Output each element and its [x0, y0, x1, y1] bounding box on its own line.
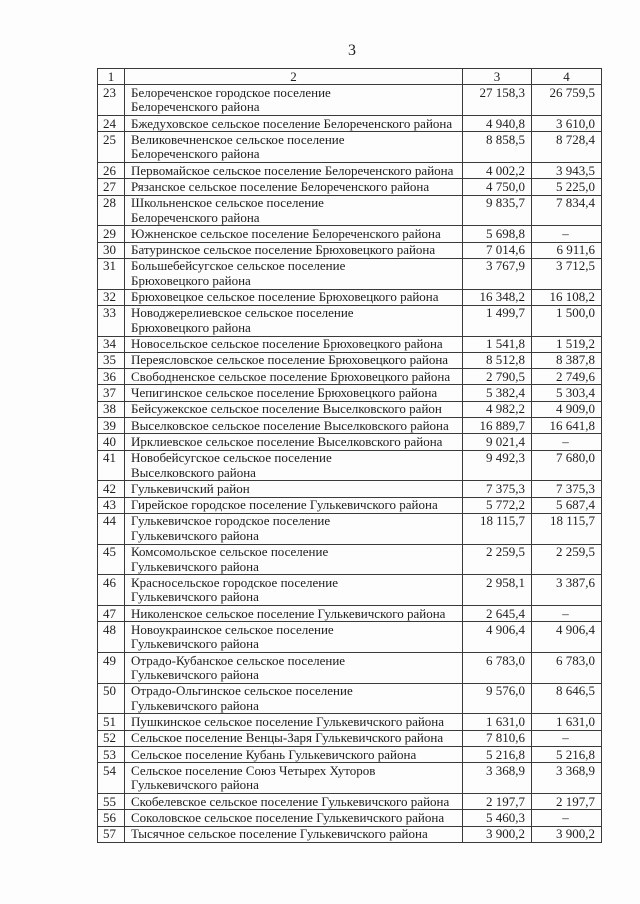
value-col4-cell: 7 680,0 [532, 450, 602, 481]
row-number-cell: 28 [98, 195, 125, 226]
value-col4-cell: 2 749,6 [532, 369, 602, 385]
table-row [98, 826, 602, 842]
table-row [98, 622, 602, 653]
value-col4-cell: – [532, 434, 602, 450]
settlement-name-line: Брюховецкого района [131, 319, 251, 335]
settlement-name-line: Гулькевичского района [131, 697, 259, 713]
value-col4-cell: 8 728,4 [532, 132, 602, 163]
settlement-name-line: Брюховецкого района [131, 272, 251, 288]
value-col4-cell: – [532, 810, 602, 826]
settlement-name-cell [125, 826, 463, 842]
table-header-row [98, 69, 602, 85]
settlement-name-cell [125, 544, 463, 575]
row-number-cell: 33 [98, 305, 125, 336]
settlement-name-line: Соколовское сельское поселение Гулькевичского района [131, 809, 445, 825]
row-number-cell: 42 [98, 481, 125, 497]
settlement-name-cell [125, 336, 463, 352]
settlement-name-line: Переясловское сельское поселение Брюховецкого района [131, 352, 449, 368]
settlement-name-line: Свободненское сельское поселение Брюховецкого района [131, 368, 451, 384]
settlement-name-cell [125, 132, 463, 163]
row-number-cell: 30 [98, 242, 125, 258]
row-number-cell: 57 [98, 826, 125, 842]
table-row [98, 418, 602, 434]
value-col3-cell: 2 259,5 [463, 544, 532, 575]
row-number-cell: 38 [98, 401, 125, 417]
table-row [98, 763, 602, 794]
settlement-name-cell [125, 653, 463, 684]
value-col4-cell: 8 387,8 [532, 352, 602, 368]
row-number-cell: 40 [98, 434, 125, 450]
table-row [98, 242, 602, 258]
value-col3-cell: 2 645,4 [463, 606, 532, 622]
value-col4-cell: 2 197,7 [532, 794, 602, 810]
settlement-name-cell [125, 434, 463, 450]
value-col3-cell: 2 197,7 [463, 794, 532, 810]
value-col3-cell: 1 541,8 [463, 336, 532, 352]
table-row [98, 606, 602, 622]
settlement-name-cell [125, 116, 463, 132]
value-col3-cell: 5 216,8 [463, 747, 532, 763]
value-col3-cell: 9 835,7 [463, 195, 532, 226]
settlement-name-line: Гулькевичского района [131, 666, 259, 682]
table-row [98, 336, 602, 352]
settlement-name-cell [125, 418, 463, 434]
value-col3-cell: 2 790,5 [463, 369, 532, 385]
value-col3-cell: 9 021,4 [463, 434, 532, 450]
row-number-cell: 52 [98, 730, 125, 746]
value-col4-cell: 18 115,7 [532, 513, 602, 544]
settlement-name-cell [125, 401, 463, 417]
value-col4-cell: 6 783,0 [532, 653, 602, 684]
value-col3-cell: 4 940,8 [463, 116, 532, 132]
row-number-cell: 34 [98, 336, 125, 352]
value-col3-cell: 8 858,5 [463, 132, 532, 163]
settlement-name-cell [125, 195, 463, 226]
value-col4-cell: 1 631,0 [532, 714, 602, 730]
value-col3-cell: 4 002,2 [463, 163, 532, 179]
table-row [98, 481, 602, 497]
row-number-cell: 44 [98, 513, 125, 544]
settlement-name-line: Новоджерелиевское сельское поселение [131, 305, 354, 321]
value-col4-cell: 7 375,3 [532, 481, 602, 497]
value-col3-cell: 16 348,2 [463, 289, 532, 305]
row-number-cell: 41 [98, 450, 125, 481]
value-col4-cell: 5 216,8 [532, 747, 602, 763]
settlement-name-cell [125, 226, 463, 242]
page-number: 3 [348, 42, 356, 59]
settlement-name-cell [125, 369, 463, 385]
value-col3-cell: 5 382,4 [463, 385, 532, 401]
row-number-cell: 56 [98, 810, 125, 826]
table-row [98, 352, 602, 368]
value-col3-cell: 9 576,0 [463, 683, 532, 714]
value-col3-cell: 5 460,3 [463, 810, 532, 826]
table-row [98, 401, 602, 417]
settlement-name-cell [125, 730, 463, 746]
settlement-name-line: Первомайское сельское поселение Белореченского района [131, 162, 454, 178]
settlement-name-cell [125, 179, 463, 195]
settlement-name-line: Гулькевичское городское поселение [131, 513, 331, 529]
settlement-name-cell [125, 794, 463, 810]
settlement-name-line: Белореченское городское поселение [131, 84, 331, 100]
row-number-cell: 24 [98, 116, 125, 132]
row-number-cell: 55 [98, 794, 125, 810]
table-row [98, 730, 602, 746]
table-row [98, 226, 602, 242]
value-col3-cell: 2 958,1 [463, 575, 532, 606]
settlement-name-line: Гулькевичский район [131, 480, 250, 496]
settlement-name-line: Гулькевичского района [131, 527, 259, 543]
row-number-cell: 49 [98, 653, 125, 684]
settlement-name-line: Отрадо-Ольгинское сельское поселение [131, 683, 353, 699]
header-cell-3: 3 [463, 69, 532, 85]
row-number-cell: 50 [98, 683, 125, 714]
settlement-name-cell [125, 622, 463, 653]
row-number-cell: 53 [98, 747, 125, 763]
settlement-name-line: Брюховецкое сельское поселение Брюховецкого района [131, 289, 439, 305]
settlement-name-line: Николенское сельское поселение Гулькевичского района [131, 605, 446, 621]
table-row [98, 434, 602, 450]
value-col3-cell: 7 375,3 [463, 481, 532, 497]
settlement-name-line: Сельское поселение Союз Четырех Хуторов [131, 762, 376, 778]
settlement-name-line: Гулькевичского района [131, 589, 259, 605]
header-cell-2: 2 [125, 69, 463, 85]
settlement-name-line: Школьненское сельское поселение [131, 195, 324, 211]
settlement-name-cell [125, 163, 463, 179]
settlement-name-line: Гирейское городское поселение Гулькевичского района [131, 497, 438, 513]
settlement-name-cell [125, 85, 463, 116]
settlement-name-line: Южненское сельское поселение Белореченского района [131, 225, 441, 241]
settlement-name-line: Ирклиевское сельское поселение Выселковского района [131, 433, 443, 449]
value-col3-cell: 5 772,2 [463, 497, 532, 513]
value-col3-cell: 7 014,6 [463, 242, 532, 258]
settlement-name-cell [125, 714, 463, 730]
value-col3-cell: 3 900,2 [463, 826, 532, 842]
row-number-cell: 46 [98, 575, 125, 606]
settlement-name-line: Красносельское городское поселение [131, 574, 338, 590]
settlement-name-line: Гулькевичского района [131, 636, 259, 652]
value-col3-cell: 7 810,6 [463, 730, 532, 746]
table-row [98, 513, 602, 544]
value-col4-cell: 3 900,2 [532, 826, 602, 842]
value-col3-cell: 5 698,8 [463, 226, 532, 242]
value-col4-cell: 6 911,6 [532, 242, 602, 258]
table-row [98, 289, 602, 305]
row-number-cell: 37 [98, 385, 125, 401]
settlement-name-cell [125, 305, 463, 336]
row-number-cell: 23 [98, 85, 125, 116]
table-row [98, 385, 602, 401]
settlement-name-cell [125, 683, 463, 714]
table-row [98, 116, 602, 132]
value-col4-cell: 5 303,4 [532, 385, 602, 401]
table-row [98, 305, 602, 336]
table-row [98, 747, 602, 763]
settlement-name-line: Белореченского района [131, 146, 260, 162]
value-col4-cell: 3 610,0 [532, 116, 602, 132]
value-col3-cell: 3 767,9 [463, 258, 532, 289]
settlement-name-cell [125, 763, 463, 794]
value-col4-cell: 5 225,0 [532, 179, 602, 195]
settlement-name-cell [125, 481, 463, 497]
value-col4-cell: 3 712,5 [532, 258, 602, 289]
value-col3-cell: 4 906,4 [463, 622, 532, 653]
row-number-cell: 51 [98, 714, 125, 730]
settlement-name-line: Батуринское сельское поселение Брюховецкого района [131, 242, 436, 258]
value-col4-cell: 16 641,8 [532, 418, 602, 434]
value-col3-cell: 9 492,3 [463, 450, 532, 481]
row-number-cell: 54 [98, 763, 125, 794]
settlement-name-line: Гулькевичского района [131, 558, 259, 574]
value-col4-cell: 16 108,2 [532, 289, 602, 305]
value-col4-cell: 5 687,4 [532, 497, 602, 513]
row-number-cell: 27 [98, 179, 125, 195]
settlement-name-cell [125, 352, 463, 368]
row-number-cell: 48 [98, 622, 125, 653]
table-row [98, 810, 602, 826]
settlement-name-cell [125, 575, 463, 606]
row-number-cell: 47 [98, 606, 125, 622]
table-row [98, 497, 602, 513]
row-number-cell: 35 [98, 352, 125, 368]
settlement-name-line: Тысячное сельское поселение Гулькевичского района [131, 826, 428, 842]
row-number-cell: 32 [98, 289, 125, 305]
settlement-name-line: Скобелевское сельское поселение Гулькевичского района [131, 793, 450, 809]
table-row [98, 714, 602, 730]
settlement-name-cell [125, 289, 463, 305]
value-col3-cell: 3 368,9 [463, 763, 532, 794]
value-col4-cell: 3 368,9 [532, 763, 602, 794]
value-col3-cell: 4 750,0 [463, 179, 532, 195]
settlement-name-line: Комсомольское сельское поселение [131, 544, 329, 560]
value-col4-cell: 8 646,5 [532, 683, 602, 714]
table-row [98, 163, 602, 179]
value-col4-cell: 4 906,4 [532, 622, 602, 653]
table-row [98, 179, 602, 195]
settlement-name-line: Новобейсугское сельское поселение [131, 450, 332, 466]
settlement-name-line: Сельское поселение Венцы-Заря Гулькевичского района [131, 730, 444, 746]
settlement-name-line: Рязанское сельское поселение Белореченского района [131, 178, 430, 194]
settlement-name-line: Новосельское сельское поселение Брюховецкого района [131, 336, 443, 352]
value-col3-cell: 4 982,2 [463, 401, 532, 417]
row-number-cell: 25 [98, 132, 125, 163]
table-row [98, 683, 602, 714]
value-col3-cell: 18 115,7 [463, 513, 532, 544]
settlement-name-cell [125, 450, 463, 481]
settlement-name-cell [125, 497, 463, 513]
value-col4-cell: – [532, 730, 602, 746]
table-row [98, 132, 602, 163]
value-col3-cell: 27 158,3 [463, 85, 532, 116]
value-col3-cell: 1 499,7 [463, 305, 532, 336]
row-number-cell: 39 [98, 418, 125, 434]
settlement-name-line: Белореченского района [131, 209, 260, 225]
table-row [98, 85, 602, 116]
settlement-name-cell [125, 747, 463, 763]
value-col4-cell: – [532, 226, 602, 242]
table-row [98, 544, 602, 575]
table-row [98, 653, 602, 684]
row-number-cell: 31 [98, 258, 125, 289]
value-col4-cell: 3 387,6 [532, 575, 602, 606]
settlement-name-cell [125, 385, 463, 401]
value-col4-cell: – [532, 606, 602, 622]
settlement-name-cell [125, 513, 463, 544]
row-number-cell: 43 [98, 497, 125, 513]
settlement-name-line: Пушкинское сельское поселение Гулькевичского района [131, 713, 445, 729]
row-number-cell: 29 [98, 226, 125, 242]
settlement-name-line: Большебейсугское сельское поселение [131, 258, 346, 274]
data-table [97, 68, 602, 843]
settlement-name-cell [125, 258, 463, 289]
value-col4-cell: 1 519,2 [532, 336, 602, 352]
value-col3-cell: 1 631,0 [463, 714, 532, 730]
settlement-name-line: Выселковского района [131, 464, 256, 480]
value-col3-cell: 8 512,8 [463, 352, 532, 368]
value-col4-cell: 7 834,4 [532, 195, 602, 226]
settlement-name-line: Великовечненское сельское поселение [131, 131, 345, 147]
table-row [98, 369, 602, 385]
settlement-name-line: Гулькевичского района [131, 777, 259, 793]
value-col3-cell: 6 783,0 [463, 653, 532, 684]
value-col4-cell: 26 759,5 [532, 85, 602, 116]
settlement-name-cell [125, 242, 463, 258]
header-cell-4: 4 [532, 69, 602, 85]
value-col3-cell: 16 889,7 [463, 418, 532, 434]
settlement-name-cell [125, 810, 463, 826]
header-cell-1: 1 [98, 69, 125, 85]
settlement-name-line: Бейсужекское сельское поселение Выселковского район [131, 401, 442, 417]
table-row [98, 575, 602, 606]
settlement-name-line: Выселковское сельское поселение Выселковского района [131, 417, 449, 433]
row-number-cell: 26 [98, 163, 125, 179]
value-col4-cell: 4 909,0 [532, 401, 602, 417]
table-row [98, 258, 602, 289]
settlement-name-line: Отрадо-Кубанское сельское поселение [131, 652, 346, 668]
settlement-name-line: Новоукраинское сельское поселение [131, 621, 334, 637]
value-col4-cell: 2 259,5 [532, 544, 602, 575]
table-row [98, 195, 602, 226]
settlement-name-line: Чепигинское сельское поселение Брюховецкого района [131, 384, 438, 400]
value-col4-cell: 3 943,5 [532, 163, 602, 179]
settlement-name-cell [125, 606, 463, 622]
value-col4-cell: 1 500,0 [532, 305, 602, 336]
settlement-name-line: Белореченского района [131, 99, 260, 115]
row-number-cell: 36 [98, 369, 125, 385]
settlement-name-line: Сельское поселение Кубань Гулькевичского района [131, 746, 417, 762]
row-number-cell: 45 [98, 544, 125, 575]
table-row [98, 794, 602, 810]
table-row [98, 450, 602, 481]
settlement-name-line: Бжедуховское сельское поселение Белореченского района [131, 115, 453, 131]
